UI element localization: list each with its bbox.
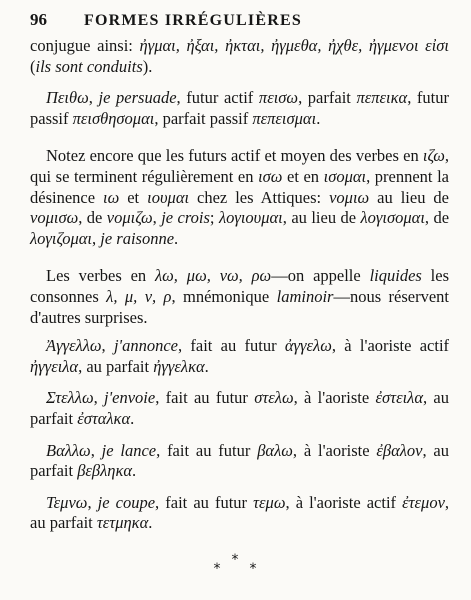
greek-text: πεπεισμαι	[252, 108, 317, 128]
french-term: liquides	[369, 266, 422, 286]
text-run: , futur actif	[176, 88, 259, 108]
asterism-ornament	[210, 550, 270, 580]
text-run: , à l'aoriste actif	[331, 336, 450, 356]
greek-text: Βαλλω	[46, 440, 91, 460]
french-translation: ils sont conduits	[35, 56, 143, 76]
paragraph-peitho	[30, 88, 449, 129]
text-run: , au parfait	[30, 388, 450, 428]
paragraph-liquid-verbs	[30, 266, 449, 328]
text-run: .	[132, 461, 137, 481]
text-run: chez les Attiques:	[189, 187, 330, 207]
text-run: Les verbes en	[46, 266, 156, 286]
text-run: conjugue ainsi:	[30, 36, 140, 55]
text-run: .	[148, 513, 153, 533]
greek-text: βεβληκα	[77, 461, 133, 481]
greek-text: λογιουμαι	[218, 208, 283, 228]
text-run: .	[174, 228, 179, 248]
french-translation: je coupe	[97, 492, 156, 512]
greek-text: ἀγγελω	[284, 336, 332, 356]
french-translation: j'envoie	[104, 388, 156, 408]
text-run: , au parfait	[78, 356, 154, 376]
french-translation: je crois	[161, 208, 210, 228]
greek-text: ιω	[103, 187, 120, 207]
text-run: , fait au futur	[177, 336, 285, 356]
text-run: —nous réservent d'autres surprises.	[30, 286, 450, 327]
paragraph-ballo	[30, 441, 449, 482]
greek-text: νομιζω	[106, 208, 153, 228]
greek-text: βαλω	[257, 440, 293, 460]
text-run: ;	[209, 208, 219, 228]
text-run: , à l'aoriste actif	[285, 492, 403, 512]
text-run: , parfait passif	[154, 108, 253, 128]
text-run: , parfait	[298, 88, 357, 108]
greek-text: ιουμαι	[147, 187, 190, 207]
text-run: ,	[88, 88, 99, 108]
text-run: .	[316, 108, 321, 128]
greek-text: λω, μω, νω, ρω	[155, 266, 272, 286]
greek-text: τεμω	[253, 492, 286, 512]
greek-text: ισομαι	[323, 166, 367, 186]
text-run: , fait au futur	[155, 388, 255, 408]
text-run: , à l'aoriste	[292, 440, 377, 460]
greek-text: Ἀγγελλω	[46, 336, 102, 356]
greek-text: Τεμνω	[46, 492, 88, 512]
greek-text: ἠγγειλα	[30, 356, 79, 376]
text-run: , au lieu de	[282, 208, 361, 228]
greek-text: ἐσταλκα	[77, 408, 131, 428]
greek-text: στελω	[254, 388, 294, 408]
text-run: les consonnes	[30, 266, 449, 306]
greek-text: Στελλω	[46, 388, 94, 408]
greek-text: λογιζομαι	[30, 228, 92, 248]
greek-text: ἐβαλον	[376, 440, 423, 460]
greek-text: ιζω	[422, 146, 445, 166]
text-run: , au parfait	[30, 440, 449, 481]
paragraph-angello	[30, 336, 449, 377]
french-term: laminoir	[276, 286, 334, 306]
greek-text: ἐτεμον	[402, 492, 445, 512]
page-number: 96	[30, 10, 47, 29]
greek-text: ἠγγελκα	[153, 356, 205, 376]
french-translation: je persuade	[98, 88, 177, 108]
greek-text: λ, μ, ν, ρ	[106, 286, 172, 306]
french-translation: je lance	[101, 440, 157, 460]
text-run: , qui se terminent régulièrement en	[30, 146, 449, 186]
text-run: .	[130, 408, 135, 428]
greek-text: νομισω	[30, 208, 79, 228]
french-translation: j'annonce	[113, 336, 178, 356]
text-run: ,	[92, 228, 101, 248]
paragraph-continuation	[30, 36, 449, 77]
greek-text: λογισομαι	[360, 208, 425, 228]
greek-text: ἠγμαι, ἠξαι, ἠκται, ἠγμεθα, ἠχθε, ἠγμενοι εἰσι	[139, 36, 449, 55]
text-run: , de	[78, 208, 107, 228]
greek-text: πεισω	[258, 88, 299, 108]
greek-text: τετμηκα	[96, 513, 149, 533]
text-run: , au parfait	[30, 492, 450, 533]
text-run: ).	[142, 56, 153, 76]
page-content	[30, 36, 449, 580]
text-run: Notez encore que les futurs actif et moyen des verbes en	[46, 146, 423, 166]
text-run: .	[204, 356, 209, 376]
text-run: , fait au futur	[155, 492, 254, 512]
paragraph-izo-futures	[30, 146, 449, 249]
text-run: ,	[93, 388, 105, 408]
star-icon: *	[213, 560, 221, 577]
star-icon: *	[231, 551, 239, 568]
greek-text: ισω	[258, 166, 283, 186]
text-run: au lieu de	[369, 187, 449, 207]
text-run: , prennent la désinence	[30, 166, 449, 207]
paragraph-stello	[30, 388, 449, 429]
french-translation: je raisonne	[100, 228, 175, 248]
text-run: , de	[424, 208, 450, 228]
text-run: —on appelle	[271, 266, 370, 286]
text-run: et en	[282, 166, 324, 186]
text-run: , à l'aoriste	[293, 388, 376, 408]
running-head	[30, 10, 449, 36]
greek-text: νομιω	[329, 187, 370, 207]
paragraph-temno	[30, 493, 449, 534]
text-run: ,	[87, 492, 98, 512]
greek-text: Πειθω	[46, 88, 89, 108]
greek-text: ἐστειλα	[375, 388, 423, 408]
text-run: , mnémonique	[171, 286, 277, 306]
text-run: ,	[152, 208, 162, 228]
text-run: , fait au futur	[156, 440, 258, 460]
text-run: ,	[90, 440, 102, 460]
running-head-title: FORMES IRRÉGULIÈRES	[84, 12, 302, 29]
greek-text: πεπεικα	[356, 88, 408, 108]
text-run: (	[30, 56, 36, 76]
text-run: ,	[101, 336, 114, 356]
text-run: et	[119, 187, 148, 207]
star-icon: *	[249, 560, 257, 577]
greek-text: πεισθησομαι	[72, 108, 155, 128]
text-run: , futur passif	[30, 88, 450, 128]
